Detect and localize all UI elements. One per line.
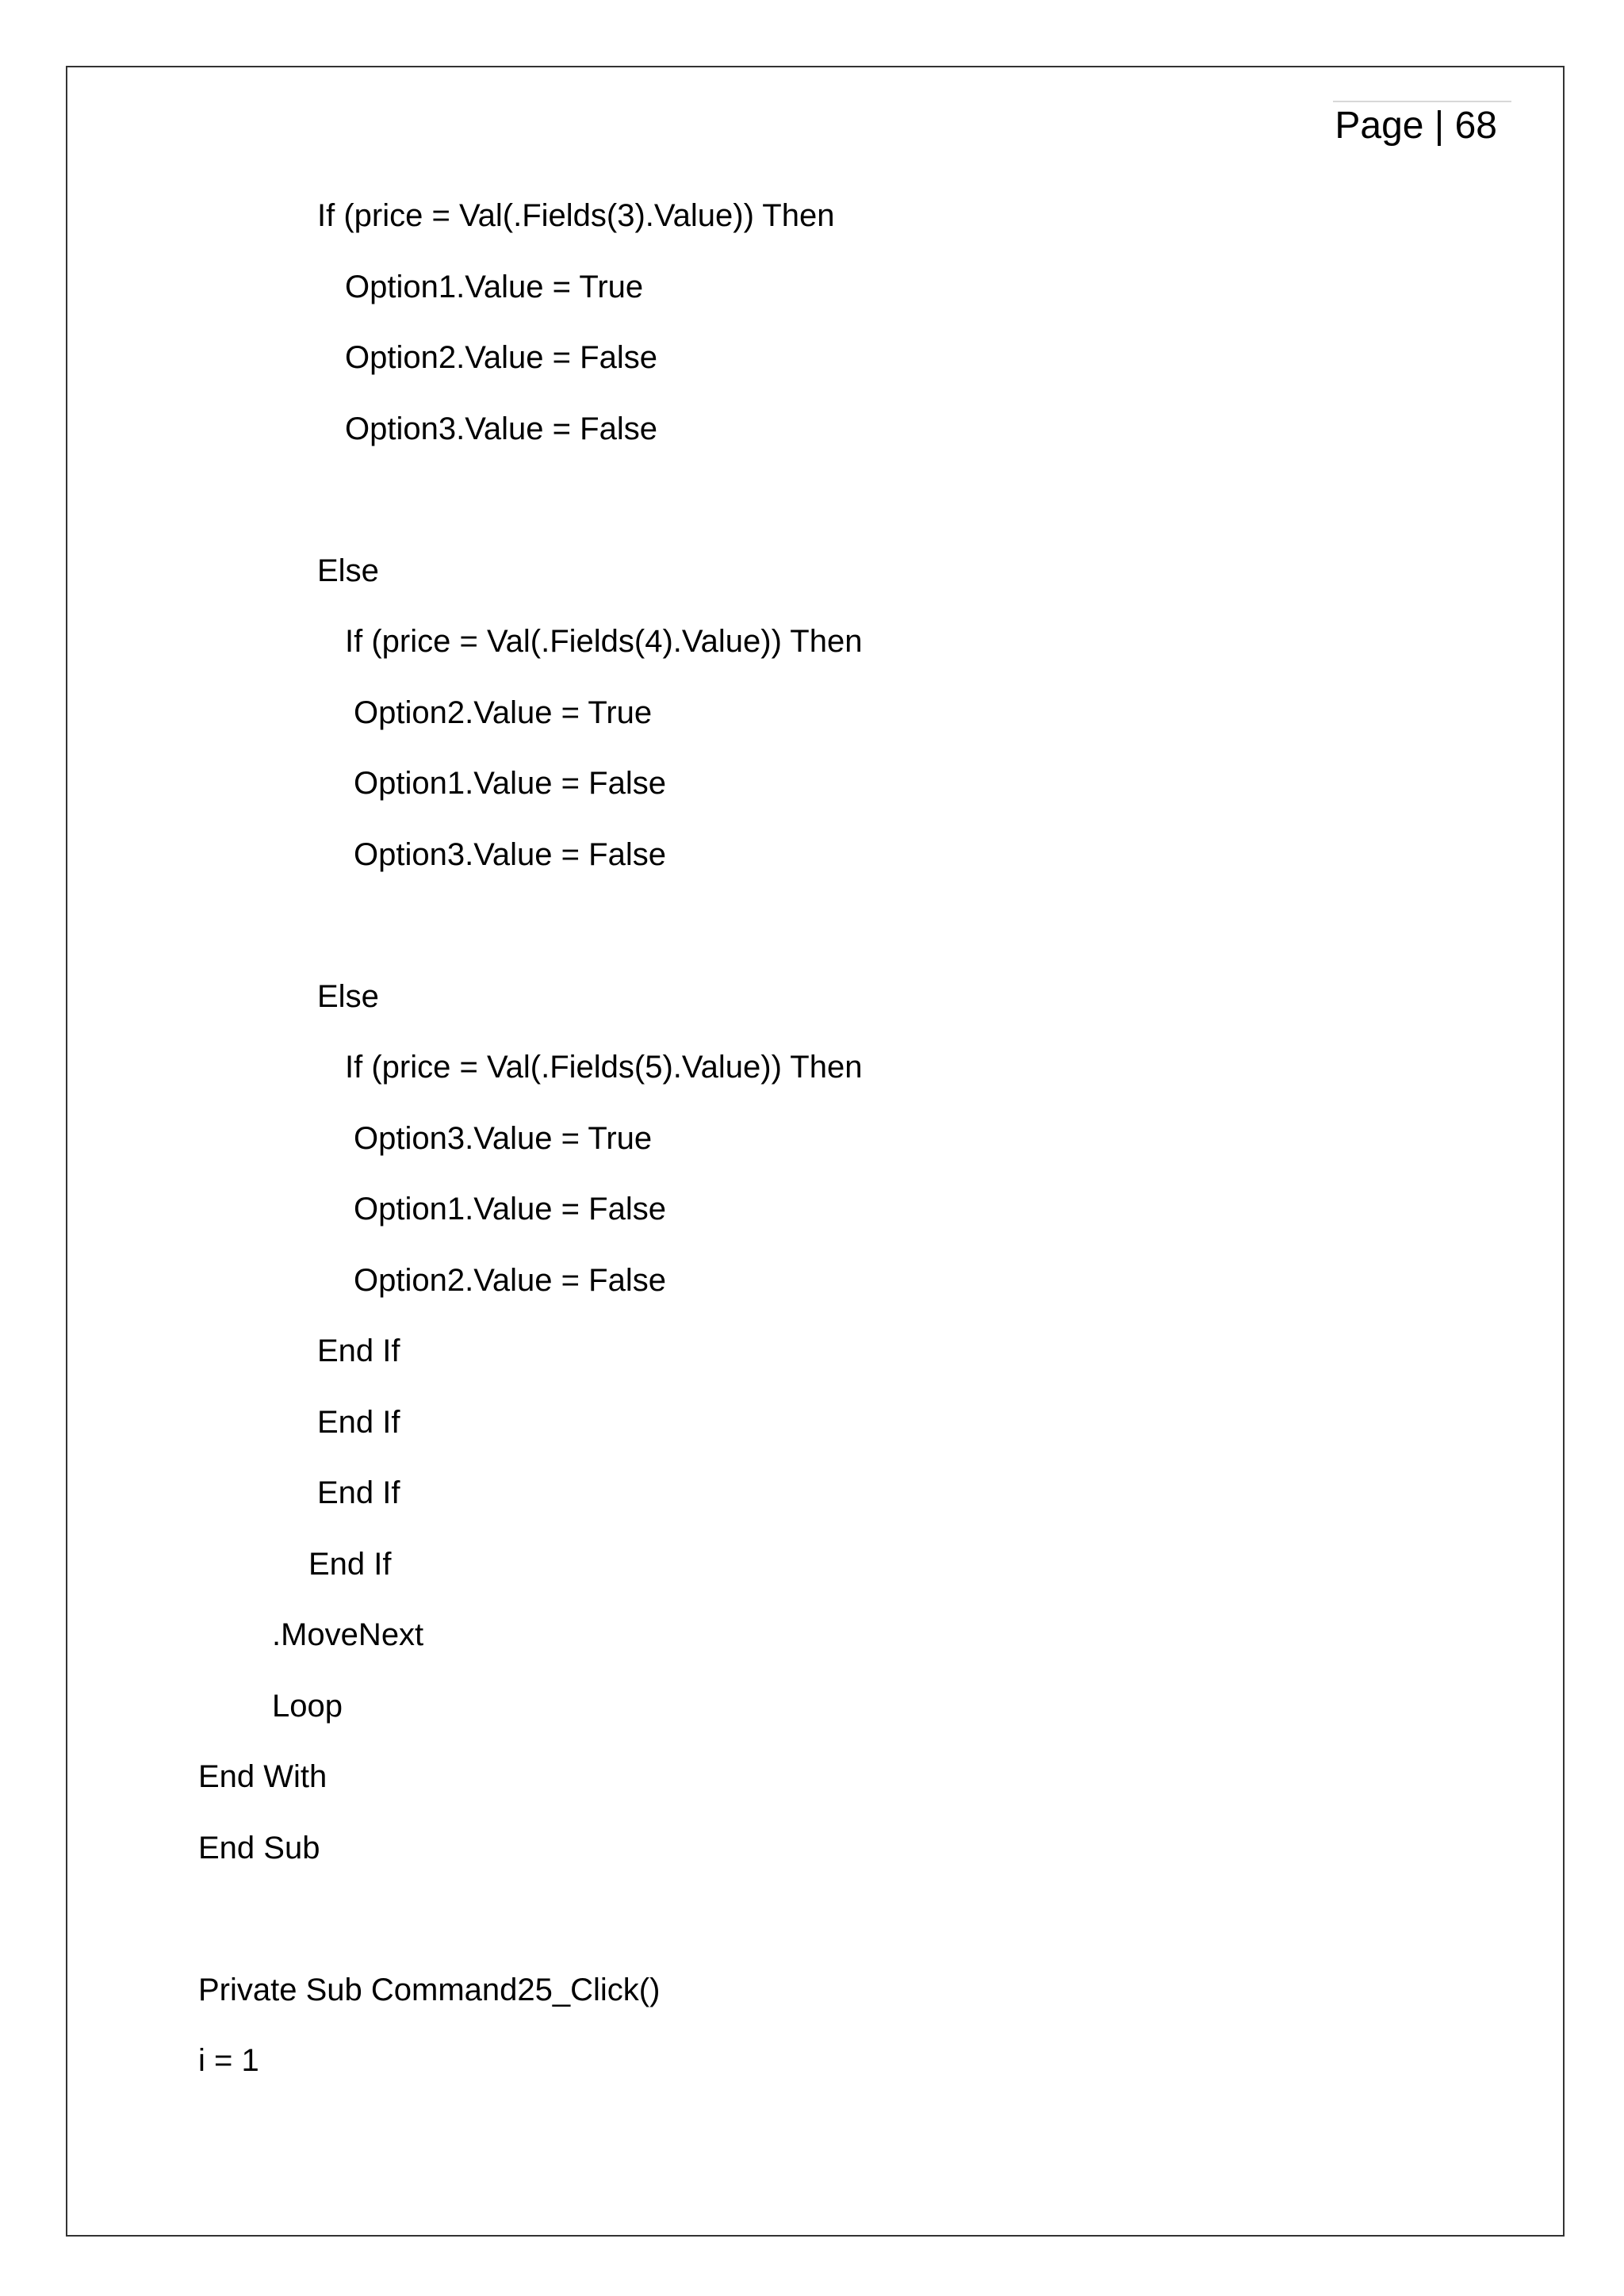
code-line: If (price = Val(.Fields(3).Value)) Then [317,198,835,233]
code-line: Option1.Value = True [345,270,644,304]
code-line: End With [198,1759,327,1794]
code-line: Private Sub Command25_Click() [198,1973,661,2007]
code-line: If (price = Val(.Fields(4).Value)) Then [345,624,863,659]
code-line: End If [317,1334,400,1368]
page-number: Page | 68 [1335,105,1497,147]
code-line: i = 1 [198,2043,259,2078]
code-line: Option3.Value = True [354,1121,653,1156]
code-line: Option3.Value = False [345,411,657,446]
code-line: Option3.Value = False [354,837,666,872]
code-line: Else [317,979,379,1014]
code-line: End If [308,1547,392,1582]
code-line: Loop [272,1689,343,1724]
code-line: Option2.Value = True [354,695,653,730]
code-line: Option1.Value = False [354,766,666,801]
code-line: End If [317,1405,400,1440]
code-line: End Sub [198,1831,320,1866]
code-line: End If [317,1475,400,1510]
code-line: Else [317,553,379,588]
code-line: Option2.Value = False [345,340,657,375]
code-line: .MoveNext [272,1617,424,1652]
code-line: Option2.Value = False [354,1263,666,1298]
code-line: If (price = Val(.Fields(5).Value)) Then [345,1050,863,1085]
code-line: Option1.Value = False [354,1192,666,1226]
page-border [66,66,1565,2237]
